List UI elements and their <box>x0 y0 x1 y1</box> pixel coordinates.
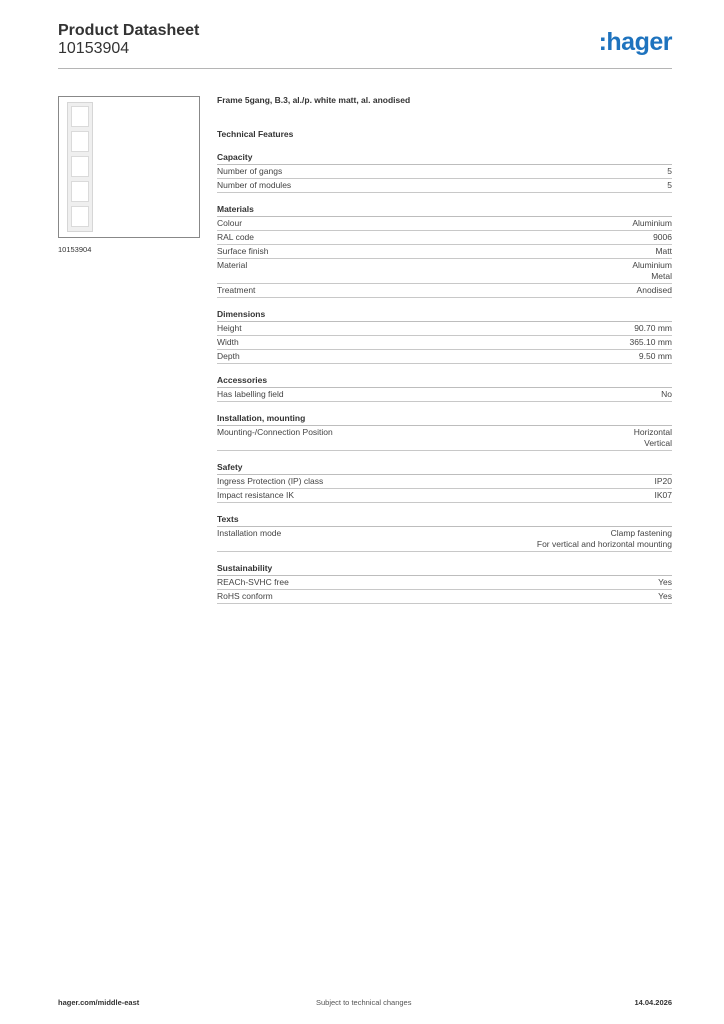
spec-value <box>658 591 672 602</box>
spec-value <box>667 166 672 177</box>
spec-label: RoHS conform <box>217 591 273 601</box>
spec-value <box>661 389 672 400</box>
spec-value-line: Horizontal <box>633 427 672 437</box>
spec-row <box>217 231 672 245</box>
spec-row <box>217 245 672 259</box>
spec-row <box>217 336 672 350</box>
spec-value-line: Metal <box>651 271 672 281</box>
footer-date: 14.04.2026 <box>634 998 672 1007</box>
product-title: Frame 5gang, B.3, al./p. white matt, al. anodised <box>217 95 411 105</box>
spec-row <box>217 322 672 336</box>
spec-section <box>217 461 672 503</box>
spec-value-line: For vertical and horizontal mounting <box>536 539 672 549</box>
hager-logo: :hager <box>598 28 672 56</box>
spec-value <box>632 218 672 229</box>
spec-label: Treatment <box>217 285 256 295</box>
image-caption: 10153904 <box>58 245 92 254</box>
spec-value-line: Aluminium <box>632 218 672 228</box>
footer-website[interactable]: hager.com/middle-east <box>58 998 140 1007</box>
spec-label: Material <box>217 260 248 270</box>
spec-section <box>217 374 672 402</box>
spec-label: Number of modules <box>217 180 292 190</box>
spec-sections <box>217 151 672 604</box>
spec-value-line: 5 <box>667 180 672 190</box>
spec-value-line: 90.70 mm <box>634 323 672 333</box>
spec-value-line: Clamp fastening <box>610 528 672 538</box>
spec-label: Depth <box>217 351 240 361</box>
section-title: Sustainability <box>217 562 672 576</box>
spec-label: REACh-SVHC free <box>217 577 289 587</box>
spec-label: Impact resistance IK <box>217 490 295 500</box>
section-title: Materials <box>217 203 672 217</box>
spec-value-line: Vertical <box>644 438 672 448</box>
spec-row <box>217 590 672 604</box>
spec-section <box>217 308 672 364</box>
spec-label: Height <box>217 323 242 333</box>
spec-value-line: No <box>661 389 672 399</box>
spec-value <box>658 577 672 588</box>
page-header <box>58 22 672 58</box>
frame-cell <box>71 156 89 177</box>
spec-section <box>217 412 672 451</box>
spec-value <box>537 528 672 550</box>
spec-row <box>217 217 672 231</box>
spec-value-line: IK07 <box>654 490 672 500</box>
spec-value <box>634 323 672 334</box>
spec-section <box>217 562 672 604</box>
spec-row <box>217 388 672 402</box>
spec-value <box>632 260 672 282</box>
spec-value <box>667 180 672 191</box>
spec-value <box>655 476 673 487</box>
spec-section <box>217 151 672 193</box>
product-image <box>58 96 200 238</box>
spec-label: Surface finish <box>217 246 269 256</box>
spec-value-line: 365.10 mm <box>629 337 672 347</box>
spec-section <box>217 513 672 552</box>
spec-row <box>217 165 672 179</box>
spec-row <box>217 475 672 489</box>
footer-note: Subject to technical changes <box>316 998 412 1007</box>
spec-value <box>629 337 672 348</box>
spec-value <box>655 490 673 501</box>
spec-value <box>637 285 672 296</box>
frame-cell <box>71 131 89 152</box>
spec-value-line: Yes <box>658 577 672 587</box>
spec-label: RAL code <box>217 232 255 242</box>
spec-label: Number of gangs <box>217 166 283 176</box>
spec-section <box>217 203 672 298</box>
spec-label: Has labelling field <box>217 389 284 399</box>
section-title: Capacity <box>217 151 672 165</box>
frame-cell <box>71 181 89 202</box>
spec-row <box>217 179 672 193</box>
document-number: 10153904 <box>58 40 130 57</box>
header-divider <box>58 68 672 69</box>
spec-value-line: Matt <box>655 246 672 256</box>
spec-value-line: Aluminium <box>632 260 672 270</box>
spec-row <box>217 489 672 503</box>
spec-label: Colour <box>217 218 243 228</box>
spec-row <box>217 426 672 451</box>
spec-value <box>653 232 672 243</box>
section-title: Dimensions <box>217 308 672 322</box>
section-title: Installation, mounting <box>217 412 672 426</box>
section-title: Safety <box>217 461 672 475</box>
spec-row <box>217 284 672 298</box>
spec-content <box>217 95 672 604</box>
spec-row <box>217 576 672 590</box>
technical-features-heading: Technical Features <box>217 129 294 139</box>
spec-value-line: Anodised <box>636 285 672 295</box>
spec-value <box>655 246 672 257</box>
spec-value <box>634 427 672 449</box>
spec-row <box>217 259 672 284</box>
spec-value <box>639 351 672 362</box>
frame-cell <box>71 206 89 227</box>
spec-label: Mounting-/Connection Position <box>217 427 333 437</box>
document-title: Product Datasheet <box>58 22 200 39</box>
spec-label: Installation mode <box>217 528 282 538</box>
section-title: Accessories <box>217 374 672 388</box>
frame-illustration <box>67 102 93 232</box>
spec-label: Width <box>217 337 239 347</box>
spec-value-line: 9.50 mm <box>638 351 672 361</box>
section-title: Texts <box>217 513 672 527</box>
spec-row <box>217 527 672 552</box>
spec-row <box>217 350 672 364</box>
spec-value-line: Yes <box>658 591 672 601</box>
spec-value-line: IP20 <box>654 476 672 486</box>
spec-value-line: 9006 <box>653 232 672 242</box>
frame-cell <box>71 106 89 127</box>
spec-value-line: 5 <box>667 166 672 176</box>
logo-text: hager <box>606 28 672 56</box>
spec-label: Ingress Protection (IP) class <box>217 476 324 486</box>
